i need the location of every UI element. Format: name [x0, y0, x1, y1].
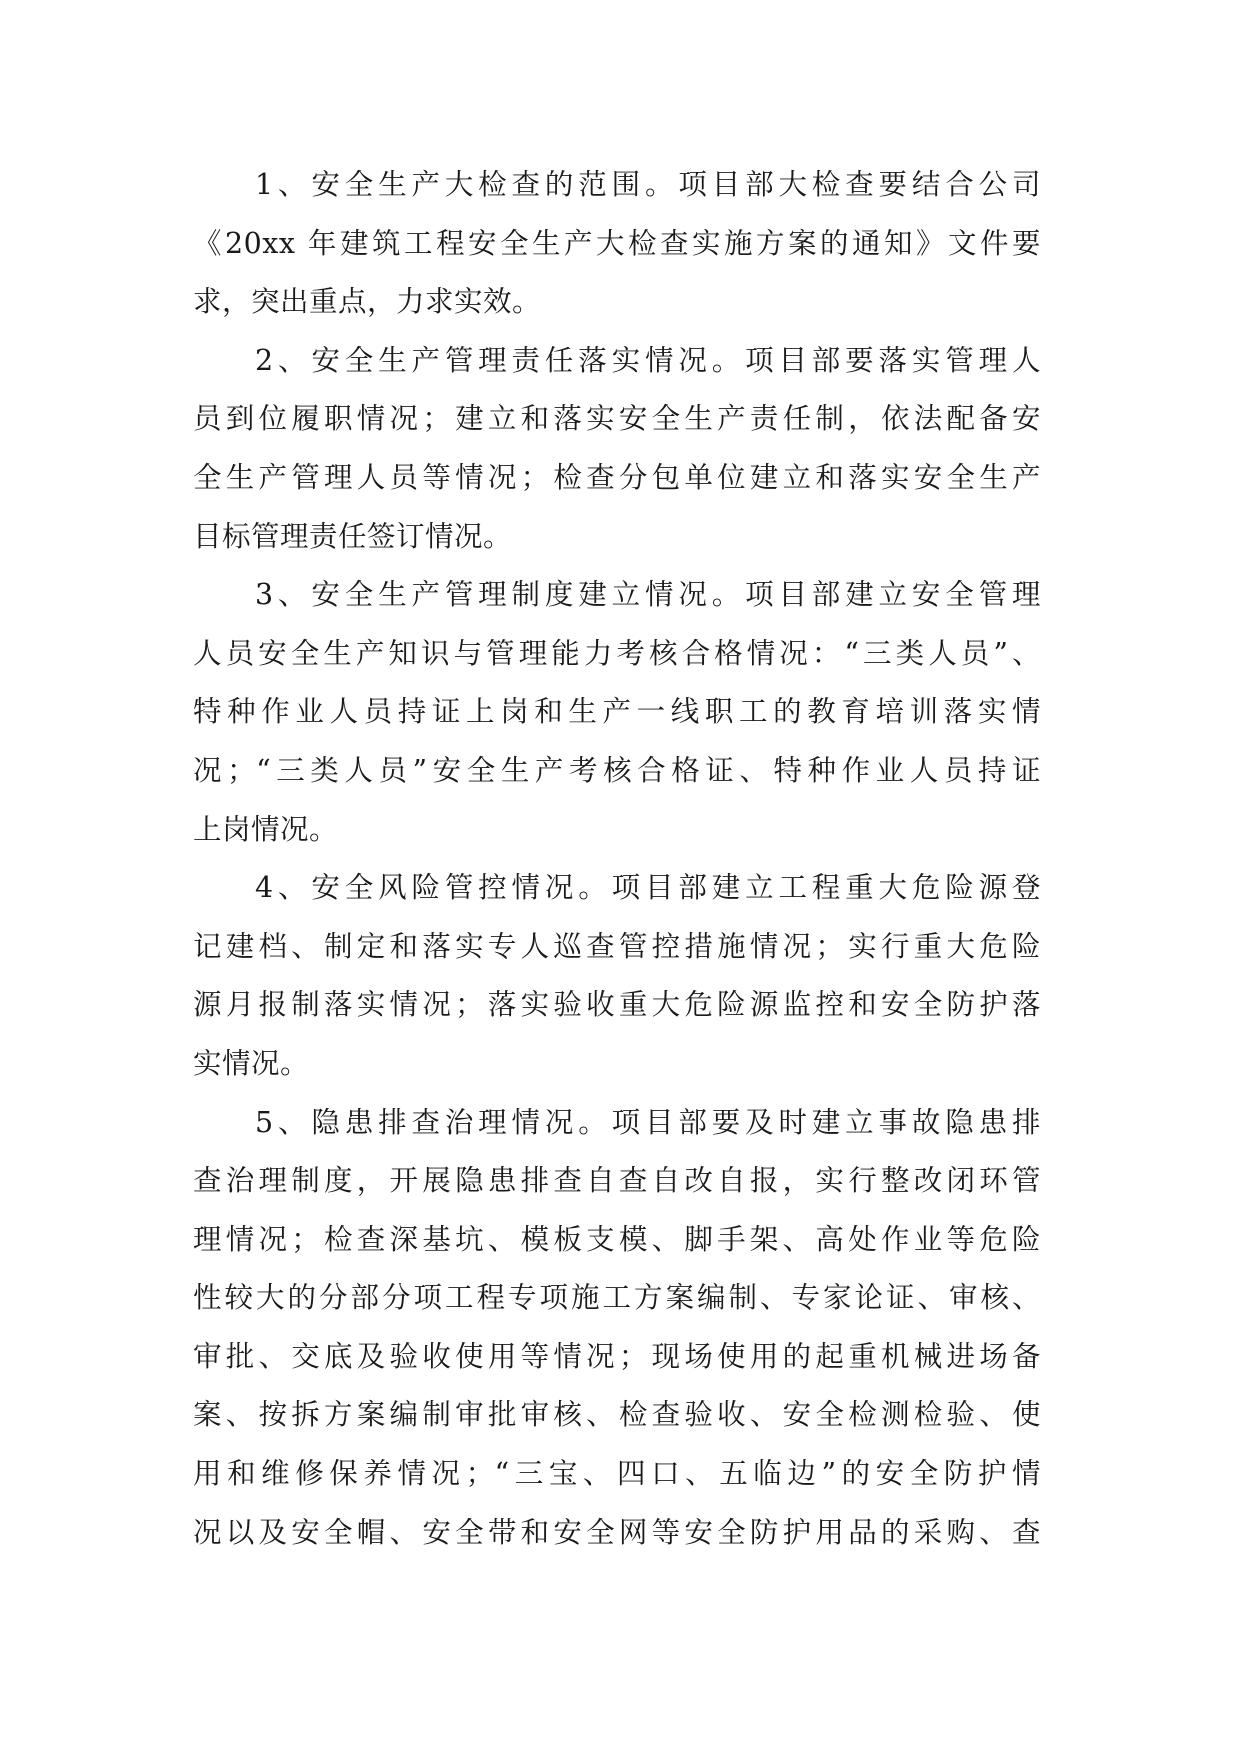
text-line: 员到位履职情况；建立和落实安全生产责任制，依法配备安: [193, 402, 1041, 436]
text-line: 求，突出重点，力求实效。: [193, 285, 542, 319]
text-line: 审批、交底及验收使用等情况；现场使用的起重机械进场备: [193, 1339, 1041, 1373]
text-line: 记建档、制定和落实专人巡查管控措施情况；实行重大危险: [193, 929, 1041, 963]
text-line: 源月报制落实情况；落实验收重大危险源监控和安全防护落: [193, 988, 1041, 1022]
text-line: 3、安全生产管理制度建立情况。项目部建立安全管理: [255, 578, 1041, 612]
text-line: 目标管理责任签订情况。: [193, 519, 513, 553]
text-line: 案、按拆方案编制审批审核、检查验收、安全检测检验、使: [193, 1398, 1041, 1432]
paragraph-1: [193, 156, 1041, 332]
text-line: 2、安全生产管理责任落实情况。项目部要落实管理人: [255, 343, 1041, 377]
text-line: 用和维修保养情况；“三宝、四口、五临边”的安全防护情: [193, 1457, 1041, 1491]
document-body: [193, 156, 1041, 1562]
text-line: 《20xx 年建筑工程安全生产大检查实施方案的通知》文件要: [193, 226, 1041, 260]
text-line: 理情况；检查深基坑、模板支模、脚手架、高处作业等危险: [193, 1222, 1041, 1256]
text-line: 5、隐患排查治理情况。项目部要及时建立事故隐患排: [255, 1105, 1041, 1139]
text-line: 特种作业人员持证上岗和生产一线职工的教育培训落实情: [193, 695, 1041, 729]
text-line: 人员安全生产知识与管理能力考核合格情况：“三类人员”、: [193, 636, 1041, 670]
text-line: 性较大的分部分项工程专项施工方案编制、专家论证、审核、: [193, 1281, 1041, 1315]
text-line: 1、安全生产大检查的范围。项目部大检查要结合公司: [255, 168, 1041, 201]
text-line: 上岗情况。: [193, 812, 339, 846]
paragraph-2: [193, 332, 1041, 566]
paragraph-5: [193, 1094, 1041, 1563]
paragraph-4: [193, 859, 1041, 1093]
text-line: 况以及安全帽、安全带和安全网等安全防护用品的采购、查: [193, 1515, 1041, 1549]
text-line: 查治理制度，开展隐患排查自查自改自报，实行整改闭环管: [193, 1164, 1041, 1198]
text-line: 4、安全风险管控情况。项目部建立工程重大危险源登: [255, 871, 1041, 905]
text-line: 实情况。: [193, 1046, 310, 1080]
text-line: 全生产管理人员等情况；检查分包单位建立和落实安全生产: [193, 460, 1041, 494]
text-line: 况；“三类人员”安全生产考核合格证、特种作业人员持证: [193, 753, 1041, 787]
paragraph-3: [193, 566, 1041, 859]
